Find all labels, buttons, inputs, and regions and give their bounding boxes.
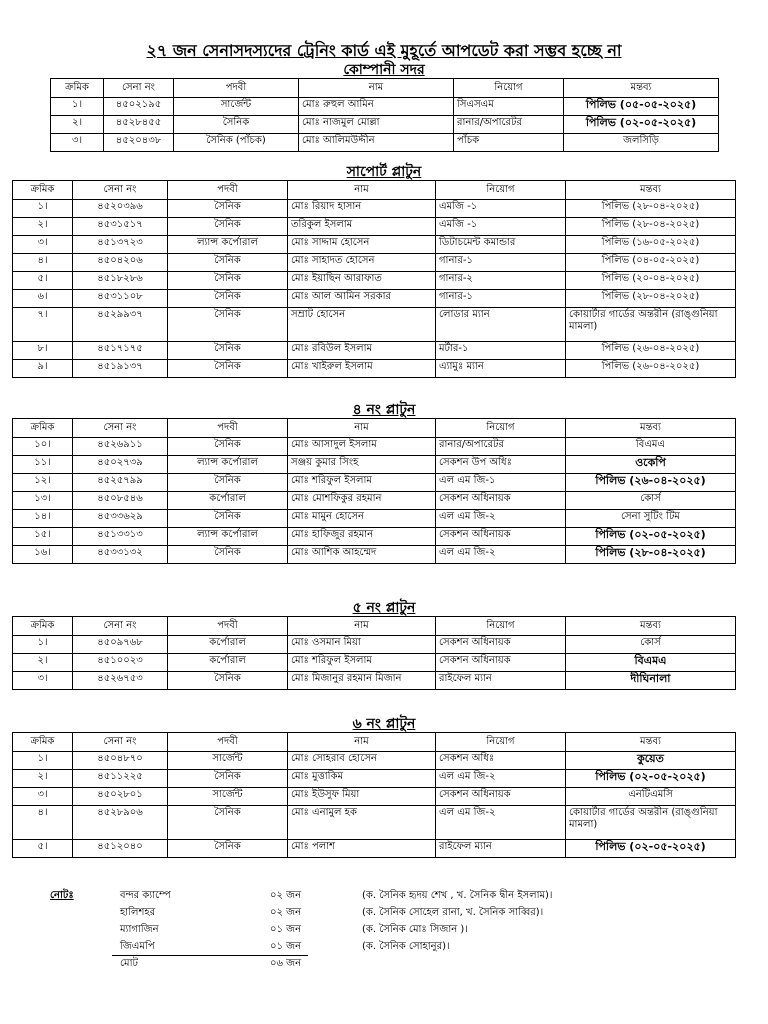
cell-remark: পিলিভ (০২-০৫-২০২৫) (566, 528, 736, 546)
cell-no: ৪৫০৪২০৬ (73, 254, 168, 272)
table-row (13, 218, 736, 236)
cell-sl: ১। (51, 98, 104, 116)
cell-no: ৪৫২৮৯০৬ (73, 806, 168, 840)
table-row (51, 134, 719, 152)
cell-no: ৪৫২৮৪৫৫ (104, 116, 174, 134)
cell-rank: সৈনিক (168, 770, 288, 788)
cell-remark: এনটিএমসি (566, 788, 736, 806)
table-header-row (13, 733, 736, 752)
cell-remark: কোর্স (566, 492, 736, 510)
cell-name: মোঃ রিয়াদ হাসান (288, 200, 436, 218)
cell-no: ৪৫০২১৯৫ (104, 98, 174, 116)
table-row (13, 438, 736, 456)
cell-name: মোঃ শরিফুল ইসলাম (288, 654, 436, 672)
cell-sl: ২। (13, 218, 73, 236)
section-title: ৬ নং প্লাটুন (352, 716, 416, 732)
note-row (50, 956, 750, 972)
cell-remark: পিলিভ (২৮-০৪-২০২৫) (566, 218, 736, 236)
cell-sl: ৪। (13, 254, 73, 272)
cell-remark: পিলিভ (২৬-০৪-২০২৫) (566, 342, 736, 360)
cell-rank: ল্যান্স কর্পোরাল (168, 528, 288, 546)
cell-appt: রাইফেল ম্যান (436, 840, 566, 858)
cell-rank: সৈনিক (168, 806, 288, 840)
cell-name: মোঃ শরিফুল ইসলাম (288, 474, 436, 492)
table-row (13, 360, 736, 378)
cell-sl: ৩। (13, 788, 73, 806)
cell-remark: পিলিভ (০৪-০৫-২০২৫) (566, 254, 736, 272)
cell-remark: বিএমএ (566, 654, 736, 672)
cell-remark: কোয়ার্টার গার্ডের অন্তরীন (রাঙ্গুনিয়া মামলা) (566, 806, 736, 840)
cell-remark: ওকেপি (566, 456, 736, 474)
note-place: হালিশহর (120, 907, 156, 918)
note-row (50, 922, 750, 938)
table-row (13, 290, 736, 308)
cell-name: মোঃ মামুন হোসেন (288, 510, 436, 528)
cell-appt: সেকশন অধিনায়ক (436, 636, 566, 654)
cell-rank: সৈনিক (168, 200, 288, 218)
cell-appt: এমজি -১ (436, 200, 566, 218)
note-count: ০৬ জন (270, 958, 302, 969)
cell-no: ৪৫০৮৫৪৬ (73, 492, 168, 510)
section-title: কোম্পানী সদর (343, 62, 425, 78)
cell-rank: সৈনিক (168, 360, 288, 378)
cell-no: ৪৫২৯৯৩৭ (73, 308, 168, 342)
cell-no: ৪৫৩১৫১৭ (73, 218, 168, 236)
cell-rank: সার্জেন্ট (174, 98, 299, 116)
column-header: পদবী (168, 419, 288, 438)
cell-rank: সৈনিক (168, 218, 288, 236)
table-row (13, 456, 736, 474)
cell-sl: ৪। (13, 806, 73, 840)
cell-name: মোঃ ওসমান মিয়া (288, 636, 436, 654)
cell-name: মোঃ রুহুল আমিন (299, 98, 454, 116)
cell-rank: সৈনিক (174, 116, 299, 134)
table-row (13, 752, 736, 770)
note-place: জিএমপি (120, 941, 155, 952)
cell-sl: ১৫। (13, 528, 73, 546)
cell-name: মোঃ পলাশ (288, 840, 436, 858)
cell-sl: ১। (13, 752, 73, 770)
table-header-row (13, 181, 736, 200)
table-row (13, 654, 736, 672)
cell-rank: সৈনিক (168, 672, 288, 690)
cell-remark: পিলিভ (০২-০৫-২০২৫) (564, 116, 719, 134)
column-header: নিয়োগ (436, 617, 566, 636)
cell-sl: ১৪। (13, 510, 73, 528)
column-header: সেনা নং (73, 733, 168, 752)
column-header: মন্তব্য (566, 419, 736, 438)
section-title: সাপোর্ট প্লাটুন (346, 164, 422, 180)
cell-appt: রানার/অপারেটর (436, 438, 566, 456)
column-header: মন্তব্য (566, 181, 736, 200)
note-names: (ক. সৈনিক সোহেল রানা, খ. সৈনিক সাব্বির)। (362, 907, 544, 918)
cell-appt: মর্টার-১ (436, 342, 566, 360)
table-row (13, 806, 736, 840)
cell-rank: ল্যান্স কর্পোরাল (168, 236, 288, 254)
cell-name: মোঃ রবিউল ইসলাম (288, 342, 436, 360)
cell-appt: পাঁচক (454, 134, 564, 152)
cell-remark: পিলিভ (০৫-০৫-২০২৫) (564, 98, 719, 116)
cell-name: সম্রাট হোসেন (288, 308, 436, 342)
cell-remark: পিলিভ (২৮-০৪-২০২৫) (566, 290, 736, 308)
table-row (13, 672, 736, 690)
cell-appt: সেকশন অধিনায়ক (436, 528, 566, 546)
column-header: সেনা নং (73, 419, 168, 438)
cell-no: ৪৫১৩৭২৩ (73, 236, 168, 254)
cell-sl: ২। (51, 116, 104, 134)
cell-name: মোঃ আল আমিন সরকার (288, 290, 436, 308)
cell-no: ৪৫১৩৩১৩ (73, 528, 168, 546)
cell-sl: ১। (13, 200, 73, 218)
cell-appt: গানার-২ (436, 272, 566, 290)
cell-sl: ২। (13, 770, 73, 788)
column-header: নাম (288, 733, 436, 752)
cell-name: মোঃ সাদ্দাম হোসেন (288, 236, 436, 254)
page-title: ২৭ জন সেনাসদস্যদের ট্রেনিং কার্ড এই মুহূর্তে আপডেট করা সম্ভব হচ্ছে না (146, 41, 622, 60)
cell-appt: এল এম জি-২ (436, 770, 566, 788)
column-header: পদবী (174, 79, 299, 98)
notes-label: নোটঃ (50, 890, 74, 901)
cell-no: ৪৫২৬৭৫৩ (73, 672, 168, 690)
cell-appt: সেকশন উপ অধিঃ (436, 456, 566, 474)
cell-rank: সৈনিক (168, 290, 288, 308)
cell-rank: সৈনিক (168, 272, 288, 290)
cell-rank: সৈনিক (168, 546, 288, 564)
cell-sl: ১০। (13, 438, 73, 456)
column-header: নাম (299, 79, 454, 98)
cell-sl: ২। (13, 654, 73, 672)
cell-name: মোঃ মুত্তাকিম (288, 770, 436, 788)
cell-rank: সৈনিক (168, 510, 288, 528)
cell-sl: ৩। (13, 236, 73, 254)
note-names: (ক. সৈনিক হৃদয় শেখ , খ. সৈনিক দ্বীন ইসলাম)। (362, 890, 553, 901)
note-row (50, 905, 750, 921)
table-row (13, 308, 736, 342)
column-header: নিয়োগ (436, 733, 566, 752)
note-count: ০২ জন (270, 907, 302, 918)
table-row (13, 236, 736, 254)
cell-remark: পিলিভ (২৬-০৪-২০২৫) (566, 360, 736, 378)
column-header: নাম (288, 181, 436, 200)
cell-appt: এমজি -১ (436, 218, 566, 236)
cell-no: ৪৫৩১১০৮ (73, 290, 168, 308)
roster-table (12, 418, 736, 564)
column-header: পদবী (168, 617, 288, 636)
column-header: সেনা নং (73, 617, 168, 636)
cell-no: ৪৫১৭১৭৫ (73, 342, 168, 360)
section-title: ৫ নং প্লাটুন (352, 600, 416, 616)
cell-sl: ১। (13, 636, 73, 654)
cell-sl: ১৩। (13, 492, 73, 510)
cell-remark: পিলিভ (২০-০৪-২০২৫) (566, 272, 736, 290)
table-row (13, 528, 736, 546)
cell-name: মোঃ ইয়াছিন আরাফাত (288, 272, 436, 290)
cell-no: ৪৫০২৮০১ (73, 788, 168, 806)
cell-name: তরিকুল ইসলাম (288, 218, 436, 236)
cell-no: ৪৫১৯১৩৭ (73, 360, 168, 378)
cell-no: ৪৫৩৩১৩২ (73, 546, 168, 564)
note-count: ০১ জন (270, 924, 302, 935)
cell-name: মোঃ সোহরাব হোসেন (288, 752, 436, 770)
cell-name: সঞ্জয় কুমার সিংহ (288, 456, 436, 474)
cell-name: মোঃ আলিমউদ্দীন (299, 134, 454, 152)
table-row (51, 116, 719, 134)
cell-rank: কর্পোরাল (168, 654, 288, 672)
cell-name: মোঃ এনামুল হক (288, 806, 436, 840)
table-header-row (13, 419, 736, 438)
cell-appt: এল এম জি-২ (436, 510, 566, 528)
table-row (51, 98, 719, 116)
cell-name: মোঃ ইউসুফ মিয়া (288, 788, 436, 806)
column-header: মন্তব্য (564, 79, 719, 98)
table-header-row (13, 617, 736, 636)
column-header: সেনা নং (104, 79, 174, 98)
column-header: নিয়োগ (436, 419, 566, 438)
cell-rank: সৈনিক (168, 438, 288, 456)
cell-rank: সৈনিক (168, 308, 288, 342)
table-row (13, 770, 736, 788)
cell-remark: পিলিভ (০২-০৫-২০২৫) (566, 770, 736, 788)
column-header: নাম (288, 617, 436, 636)
cell-remark: কোর্স (566, 636, 736, 654)
cell-remark: পিলিভ (০২-০৫-২০২৫) (566, 840, 736, 858)
cell-no: ৪৫১২০৪০ (73, 840, 168, 858)
cell-name: মোঃ হাফিজুর রহমান (288, 528, 436, 546)
table-row (13, 840, 736, 858)
cell-sl: ১৬। (13, 546, 73, 564)
note-names: (ক. সৈনিক মোঃ সিজান )। (362, 924, 468, 935)
cell-no: ৪৫২০৪৩৮ (104, 134, 174, 152)
cell-sl: ৩। (13, 672, 73, 690)
cell-appt: সেকশন অধিঃ (436, 752, 566, 770)
cell-remark: পিলিভ (২৮-০৪-২০২৫) (566, 200, 736, 218)
cell-sl: ১২। (13, 474, 73, 492)
table-row (13, 254, 736, 272)
cell-appt: এল এম জি-২ (436, 806, 566, 840)
cell-remark: পিলিভ (১৬-০৫-২০২৫) (566, 236, 736, 254)
cell-remark: দীঘিনালা (566, 672, 736, 690)
cell-appt: এল এম জি-২ (436, 546, 566, 564)
cell-remark: জলসিড়ি (564, 134, 719, 152)
note-count: ০২ জন (270, 890, 302, 901)
table-row (13, 492, 736, 510)
note-place: ম্যাগাজিন (120, 924, 159, 935)
cell-appt: গানার-১ (436, 254, 566, 272)
roster-table (12, 180, 736, 378)
cell-name: মোঃ আসাদুল ইসলাম (288, 438, 436, 456)
cell-name: মোঃ মোশফিকুর রহমান (288, 492, 436, 510)
cell-name: মোঃ নাজমুল মোল্লা (299, 116, 454, 134)
cell-sl: ৭। (13, 308, 73, 342)
column-header: ক্রমিক (13, 419, 73, 438)
cell-rank: কর্পোরাল (168, 492, 288, 510)
cell-appt: এল এম জি-১ (436, 474, 566, 492)
column-header: ক্রমিক (51, 79, 104, 98)
cell-appt: সিএসএম (454, 98, 564, 116)
cell-sl: ৫। (13, 272, 73, 290)
cell-name: মোঃ সাহাদত হোসেন (288, 254, 436, 272)
cell-remark: কুয়েত (566, 752, 736, 770)
column-header: নিয়োগ (436, 181, 566, 200)
table-row (13, 636, 736, 654)
cell-remark: বিএমএ (566, 438, 736, 456)
cell-no: ৪৫১১২২৫ (73, 770, 168, 788)
cell-no: ৪৫২৬৯১১ (73, 438, 168, 456)
note-place: মোট (120, 958, 138, 969)
column-header: ক্রমিক (13, 733, 73, 752)
column-header: পদবী (168, 181, 288, 200)
table-row (13, 200, 736, 218)
cell-sl: ৬। (13, 290, 73, 308)
cell-rank: সার্জেন্ট (168, 788, 288, 806)
cell-no: ৪৫১০০২৩ (73, 654, 168, 672)
cell-sl: ১১। (13, 456, 73, 474)
table-row (13, 272, 736, 290)
column-header: ক্রমিক (13, 617, 73, 636)
roster-table (50, 78, 719, 152)
cell-appt: ডিটাচমেন্ট কমান্ডার (436, 236, 566, 254)
cell-sl: ৯। (13, 360, 73, 378)
section-title: ৪ নং প্লাটুন (352, 402, 416, 418)
cell-remark: কোয়ার্টার গার্ডের অন্তরীন (রাঙ্গুনিয়া মামলা) (566, 308, 736, 342)
cell-appt: সেকশন অধিনায়ক (436, 788, 566, 806)
cell-remark: পিলিভ (২৮-০৪-২০২৫) (566, 546, 736, 564)
cell-rank: সার্জেন্ট (168, 752, 288, 770)
cell-name: মোঃ মিজানুর রহমান মিজান (288, 672, 436, 690)
note-row (50, 888, 750, 904)
cell-no: ৪৫১৮২৮৬ (73, 272, 168, 290)
cell-no: ৪৫৩৩৬২৯ (73, 510, 168, 528)
column-header: ক্রমিক (13, 181, 73, 200)
table-row (13, 474, 736, 492)
table-row (13, 342, 736, 360)
cell-appt: সেকশন অধিনায়ক (436, 654, 566, 672)
column-header: নিয়োগ (454, 79, 564, 98)
table-header-row (51, 79, 719, 98)
cell-rank: সৈনিক (168, 840, 288, 858)
cell-appt: এ্যামুঃ ম্যান (436, 360, 566, 378)
note-row (50, 939, 750, 955)
cell-remark: সেনা সুটিং টিম (566, 510, 736, 528)
cell-no: ৪৫০২৭৩৯ (73, 456, 168, 474)
cell-sl: ৩। (51, 134, 104, 152)
table-row (13, 788, 736, 806)
cell-appt: রানার/অপারেটর (454, 116, 564, 134)
note-place: বন্দর ক্যাম্পে (120, 890, 171, 901)
table-row (13, 510, 736, 528)
cell-sl: ৮। (13, 342, 73, 360)
cell-name: মোঃ খাইরুল ইসলাম (288, 360, 436, 378)
cell-no: ৪৫০৯৭৬৮ (73, 636, 168, 654)
cell-remark: পিলিভ (২৬-০৪-২০২৫) (566, 474, 736, 492)
column-header: সেনা নং (73, 181, 168, 200)
cell-sl: ৫। (13, 840, 73, 858)
roster-table (12, 616, 736, 690)
cell-rank: ল্যান্স কর্পোরাল (168, 456, 288, 474)
cell-rank: সৈনিক (168, 474, 288, 492)
cell-no: ৪৫০৪৮৭০ (73, 752, 168, 770)
column-header: মন্তব্য (566, 617, 736, 636)
column-header: মন্তব্য (566, 733, 736, 752)
cell-rank: সৈনিক (168, 342, 288, 360)
note-names: (ক. সৈনিক সোহানুর)। (362, 941, 450, 952)
cell-no: ৪৫২০৩৯৬ (73, 200, 168, 218)
cell-rank: সৈনিক (168, 254, 288, 272)
cell-appt: রাইফেল ম্যান (436, 672, 566, 690)
cell-name: মোঃ আশিক আহম্মেদ (288, 546, 436, 564)
cell-rank: কর্পোরাল (168, 636, 288, 654)
cell-appt: সেকশন অধিনায়ক (436, 492, 566, 510)
table-row (13, 546, 736, 564)
note-count: ০১ জন (270, 941, 302, 952)
cell-appt: লোডার ম্যান (436, 308, 566, 342)
roster-table (12, 732, 736, 858)
column-header: পদবী (168, 733, 288, 752)
cell-rank: সৈনিক (পাঁচক) (174, 134, 299, 152)
column-header: নাম (288, 419, 436, 438)
cell-no: ৪৫২৫৭৯৯ (73, 474, 168, 492)
cell-appt: গানার-১ (436, 290, 566, 308)
